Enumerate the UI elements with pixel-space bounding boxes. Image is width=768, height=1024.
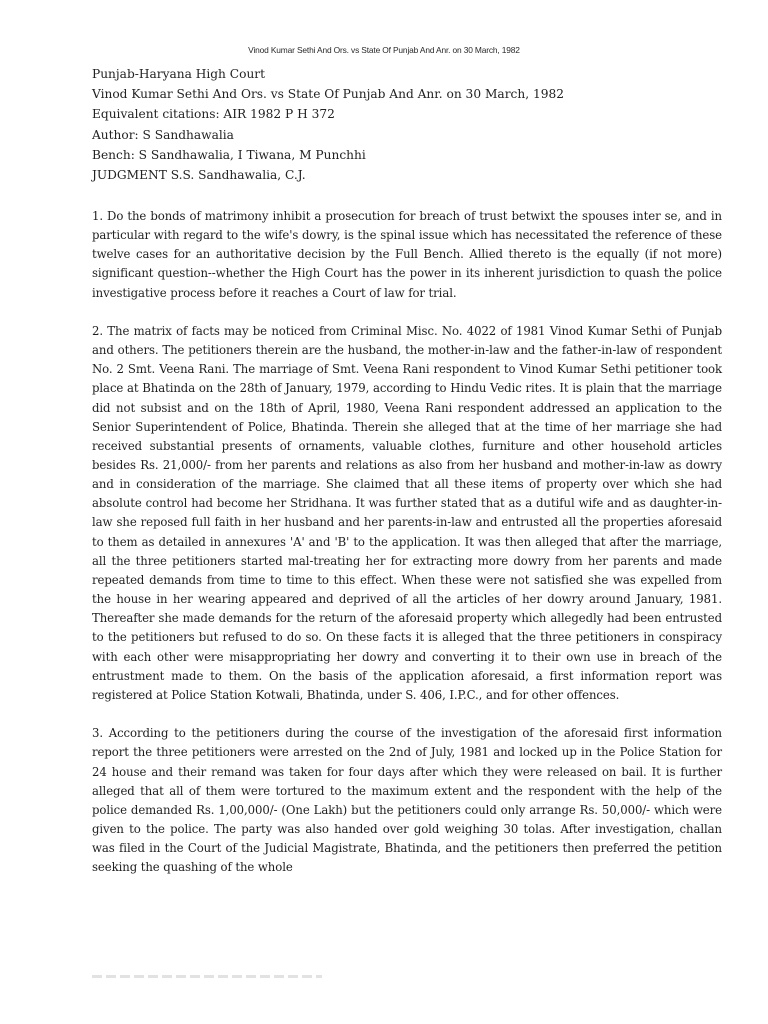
- judgment-body: [92, 207, 722, 897]
- author: Author: S Sandhawalia: [92, 127, 234, 142]
- running-header: Vinod Kumar Sethi And Ors. vs State Of Punjab And Anr. on 30 March, 1982: [248, 45, 520, 55]
- judgment-heading: JUDGMENT S.S. Sandhawalia, C.J.: [92, 168, 306, 183]
- court-name: Punjab-Haryana High Court: [92, 67, 266, 81]
- case-metadata: [92, 64, 712, 185]
- paragraph-3: 3. According to the petitioners during the course of the investigation of the aforesaid first information report the three petitioners were arrested on the 2nd of July, 1981 and locked up in the Police Station for 24 house and their remand was taken for four days after which they were released on bail. It is further alleged that all of them were tortured to the maximum extent and the respondent with the help of the police demanded Rs. 1,00,000/- (One Lakh) but the petitioners could only arrange Rs. 50,000/- which were given to the police. The party was also handed over gold weighing 30 tolas. After investigation, challan was filed in the Court of the Judicial Magistrate, Bhatinda, and the petitioners then preferred the petition seeking the quashing of the whole: [92, 726, 722, 875]
- paragraph-1: 1. Do the bonds of matrimony inhibit a prosecution for breach of trust betwixt the spouses inter se, and in particular with regard to the wife's dowry, is the spinal issue which has necessitated the reference of these twelve cases for an authoritative decision by the Full Bench. Allied thereto is the equally (if not more) significant question--whether the High Court has the power in its inherent jurisdiction to quash the police investigative process before it reaches a Court of law for trial.: [92, 209, 722, 300]
- paragraph-2: 2. The matrix of facts may be noticed from Criminal Misc. No. 4022 of 1981 Vinod Kumar Sethi of Punjab and others. The petitioners therein are the husband, the mother-in-law and the father-in-law of respondent No. 2 Smt. Veena Rani. The marriage of Smt. Veena Rani respondent to Vinod Kumar Sethi petitioner took place at Bhatinda on the 28th of January, 1979, according to Hindu Vedic rites. It is plain that the marriage did not subsist and on the 18th of April, 1980, Veena Rani respondent addressed an application to the Senior Superintendent of Police, Bhatinda. Therein she alleged that at the time of her marriage she had received substantial presents of ornaments, valuable clothes, furniture and other household articles besides Rs. 21,000/- from her parents and relations as also from her husband and mother-in-law as dowry and in consideration of the marriage. She claimed that all these items of property over which she had absolute control had become her Stridhana. It was further stated that as a dutiful wife and as daughter-in-law she reposed full faith in her husband and her parents-in-law and entrusted all the properties aforesaid to them as detailed in annexures 'A' and 'B' to the application. It was then alleged that after the marriage, all the three petitioners started mal-treating her for extracting more dowry from her parents and made repeated demands from time to time to this effect. When these were not satisfied she was expelled from the house in her wearing appeared and deprived of all the articles of her dowry around January, 1981. Thereafter she made demands for the return of the aforesaid property which allegedly had been entrusted to the petitioners but refused to do so. On these facts it is alleged that the three petitioners in conspiracy with each other were misappropriating her dowry and converting it to their own use in breach of the entrustment made to them. On the basis of the application aforesaid, a first information report was registered at Police Station Kotwali, Bhatinda, under S. 406, I.P.C., and for other offences.: [92, 323, 722, 702]
- citations: Equivalent citations: AIR 1982 P H 372: [92, 107, 335, 122]
- footer-faded-text: [92, 975, 322, 978]
- case-title: Vinod Kumar Sethi And Ors. vs State Of Punjab And Anr. on 30 March, 1982: [92, 87, 564, 102]
- bench: Bench: S Sandhawalia, I Tiwana, M Punchhi: [92, 147, 366, 162]
